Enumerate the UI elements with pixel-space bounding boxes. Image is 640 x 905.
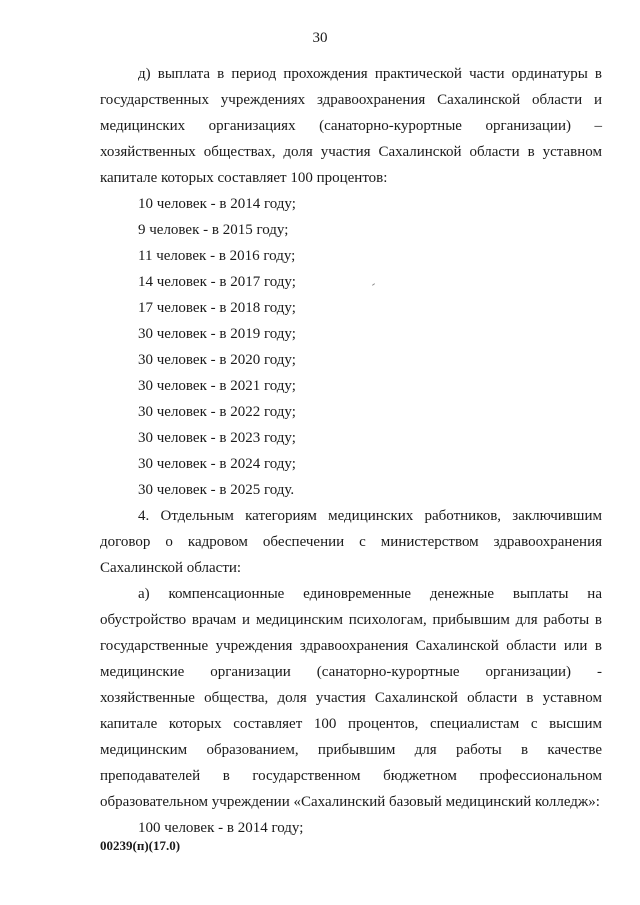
years-list	[100, 191, 602, 503]
list-item: 30 человек - в 2023 году;	[138, 430, 296, 446]
last-line: 100 человек - в 2014 году;	[138, 820, 304, 836]
document-code: 00239(п)(17.0)	[100, 838, 181, 853]
page-number: 30	[312, 30, 328, 46]
paragraph-4: 4. Отдельным категориям медицинских работников, заключившим договор о кадровом обеспечении с министерством здравоохранения Сахалинской области:	[100, 508, 602, 576]
list-item: 30 человек - в 2020 году;	[138, 352, 296, 368]
list-item: 30 человек - в 2024 году;	[138, 456, 296, 472]
list-item: 30 человек - в 2025 году.	[138, 482, 295, 498]
list-item: 17 человек - в 2018 году;	[138, 300, 296, 316]
list-item: 30 человек - в 2019 году;	[138, 326, 296, 342]
list-item: 9 человек - в 2015 году;	[138, 222, 289, 238]
body-text	[100, 61, 602, 841]
list-item: 11 человек - в 2016 году;	[138, 248, 296, 264]
list-item: 14 человек - в 2017 году;	[138, 274, 296, 290]
paragraph-d: д) выплата в период прохождения практической части ординатуры в государственных учреждениях здравоохранения Сахалинской области и медицинских организациях (санаторно-курортные организации) – хозяйственных обществах, доля участия Сахалинской области в уставном капитале которых составляет 100 процентов:	[100, 66, 602, 186]
list-item: 30 человек - в 2021 году;	[138, 378, 296, 394]
list-item: 10 человек - в 2014 году;	[138, 196, 296, 212]
list-item: 30 человек - в 2022 году;	[138, 404, 296, 420]
paragraph-a: а) компенсационные единовременные денежные выплаты на обустройство врачам и медицинским психологам, прибывшим для работы в государственные учреждения здравоохранения Сахалинской области или в медицинские организации (санаторно-курортные организации) - хозяйственные общества, доля участия Сахалинской области в уставном капитале которых составляет 100 процентов, специалистам с высшим медицинским образованием, прибывшим для работы в качестве преподавателей в государственном бюджетном профессиональном образовательном учреждении «Сахалинский базовый медицинский колледж»:	[100, 586, 602, 810]
